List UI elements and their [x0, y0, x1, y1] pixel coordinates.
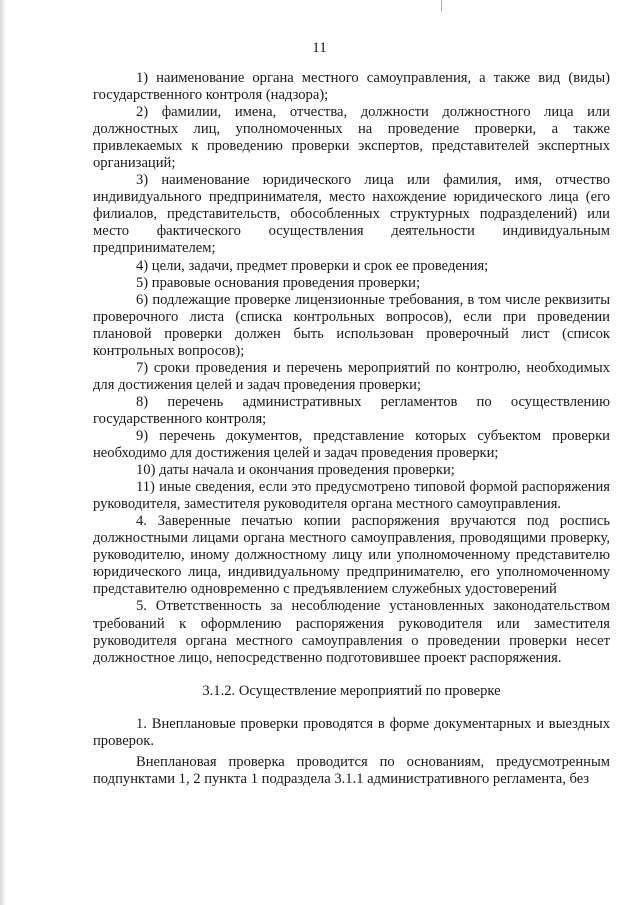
section-heading: 3.1.2. Осуществление мероприятий по проверке [202, 682, 501, 699]
paragraph-item-2: 2) фамилии, имена, отчества, должности должностного лица или должностных лиц, уполномоченных на проведение проверки, а также привлекаемых к проведению проверки экспертов, представителей экспертных организаций; [93, 104, 610, 172]
document-body [93, 70, 610, 788]
scan-mark [441, 0, 442, 12]
paragraph-item-11: 11) иные сведения, если это предусмотрено типовой формой распоряжения руководителя, заместителя руководителя органа местного самоуправления. [93, 479, 610, 513]
paragraph-item-6: 6) подлежащие проверке лицензионные требования, в том числе реквизиты проверочного листа (списка контрольных вопросов), если при проведении плановой проверки должен быть использован проверочный лист (список контрольных вопросов); [93, 291, 610, 359]
page-number: 11 [312, 40, 327, 56]
paragraph-unscheduled-forms: 1. Внеплановые проверки проводятся в форме документарных и выездных проверок. [93, 715, 610, 749]
paragraph-item-4: 4) цели, задачи, предмет проверки и срок ее проведения; [136, 257, 489, 274]
paragraph-item-9: 9) перечень документов, представление которых субъектом проверки необходимо для достижения целей и задач проведения проверки; [93, 427, 610, 462]
paragraph-item-1: 1) наименование органа местного самоуправления, а также вид (виды) государственного контроля (надзора); [93, 70, 610, 104]
paragraph-item-5: 5) правовые основания проведения проверки; [136, 274, 421, 291]
paragraph-item-10: 10) даты начала и окончания проведения проверки; [136, 462, 455, 479]
paragraph-unscheduled-grounds: Внеплановая проверка проводится по основаниям, предусмотренным подпунктами 1, 2 пункта 1 подраздела 3.1.1 административного регламента, без [93, 753, 610, 787]
paragraph-item-3: 3) наименование юридического лица или фамилия, имя, отчество индивидуального предпринимателя, место нахождение юридического лица (его филиалов, представительств, обособленных структурных подразделений) или место фактического осуществления деятельности индивидуальным предпринимателем; [93, 172, 610, 257]
paragraph-clause-4: 4. Заверенные печатью копии распоряжения вручаются под роспись должностными лицами органа местного самоуправления, проводящими проверку, руководителю, иному должностному лицу или уполномоченному представителю юридического лица, индивидуальному предпринимателю, его уполномоченному представителю одновременно с предъявлением служебных удостоверений [93, 513, 610, 598]
paragraph-clause-5: 5. Ответственность за несоблюдение установленных законодательством требований к оформлению распоряжения руководителя или заместителя руководителя органа местного самоуправления о проведении проверки несет должностное лицо, непосредственно подготовившее проект распоряжения. [93, 598, 610, 666]
paragraph-item-7: 7) сроки проведения и перечень мероприятий по контролю, необходимых для достижения целей и задач проведения проверки; [93, 359, 610, 393]
paragraph-item-8: 8) перечень административных регламентов по осуществлению государственного контроля; [93, 393, 610, 427]
scan-edge-shadow [0, 0, 6, 905]
